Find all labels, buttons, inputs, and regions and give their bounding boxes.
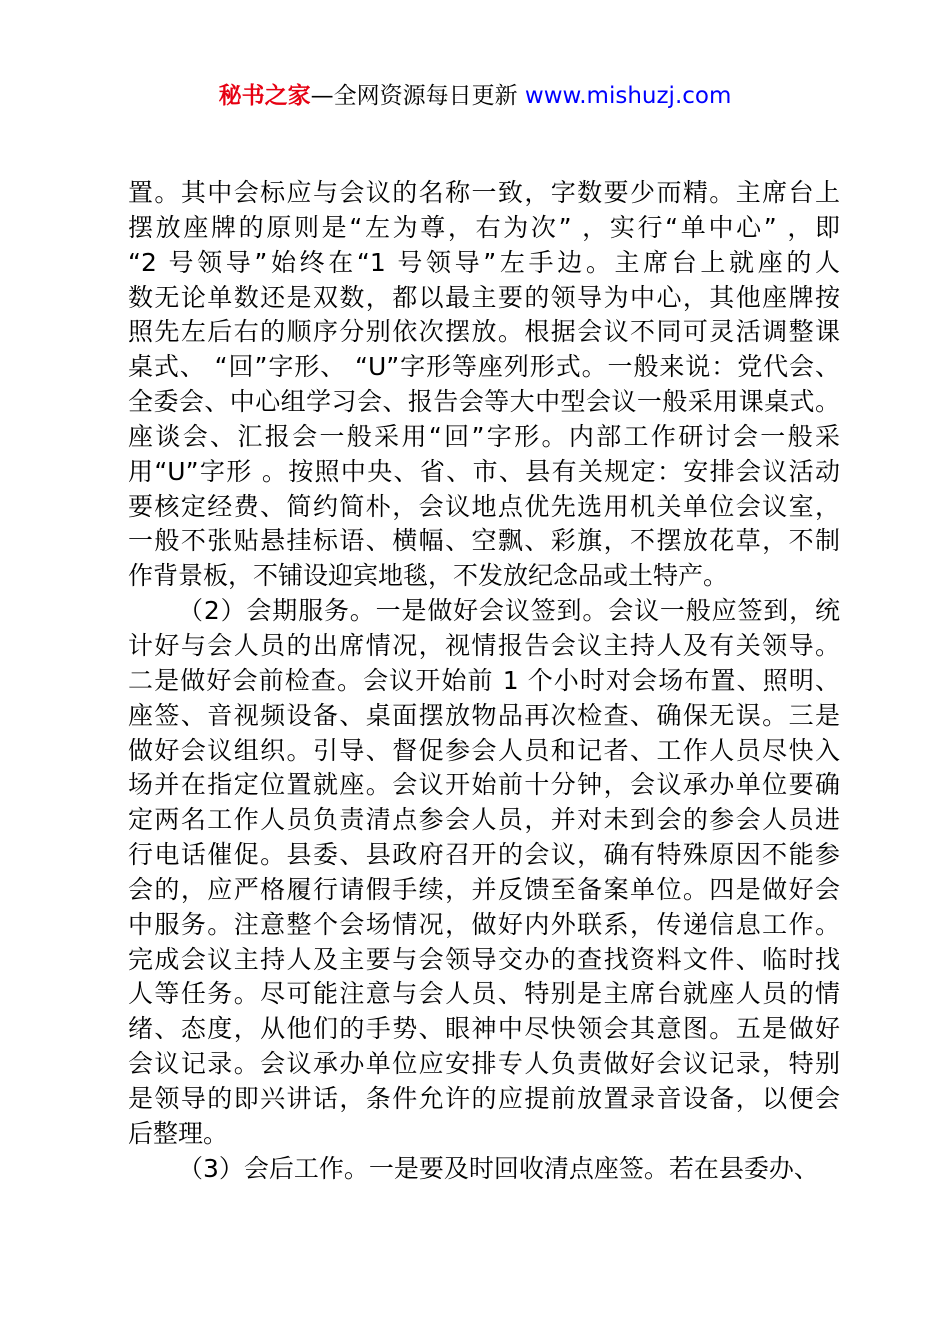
text-line: 置。其中会标应与会议的名称一致，字数要少而精。主席台上 xyxy=(128,178,840,207)
site-brand: 秘书之家 xyxy=(218,83,311,109)
text-line: 座签、音视频设备、桌面摆放物品再次检查、确保无误。三是 xyxy=(128,700,840,730)
text-line: 作背景板，不铺设迎宾地毯，不发放纪念品或土特产。 xyxy=(128,561,729,591)
text-line: 二是做好会前检查。会议开始前 1 个小时对会场布置、照明、 xyxy=(128,665,840,695)
site-url-link[interactable]: www.mishuzj.com xyxy=(524,83,732,109)
site-tagline: —全网资源每日更新 xyxy=(310,83,525,109)
paragraph-seating xyxy=(128,176,840,594)
text-line: 数无论单数还是双数，都以最主要的领导为中心，其他座牌按 xyxy=(128,282,840,312)
text-line: 计好与会人员的出席情况，视情报告会议主持人及有关领导。 xyxy=(128,630,840,660)
text-line: 绪、态度，从他们的手势、眼神中尽快领会其意图。五是做好 xyxy=(128,1014,840,1044)
text-line: 中服务。注意整个会场情况，做好内外联系，传递信息工作。 xyxy=(128,909,840,939)
text-line: （2）会期服务。一是做好会议签到。会议一般应签到，统 xyxy=(178,596,840,626)
text-line: （3）会后工作。一是要及时回收清点座签。若在县委办、 xyxy=(178,1153,819,1183)
text-line: 定两名工作人员负责清点参会人员，并对未到会的参会人员进 xyxy=(128,805,840,835)
text-line: 要核定经费、简约简朴，会议地点优先选用机关单位会议室， xyxy=(128,491,840,521)
text-line: 用“U”字形 。按照中央、省、市、县有关规定：安排会议活动 xyxy=(128,456,840,486)
text-line: 照先左后右的顺序分别依次摆放。根据会议不同可灵活调整课 xyxy=(128,317,840,347)
page-header xyxy=(0,80,950,112)
text-line: 一般不张贴悬挂标语、横幅、空飘、彩旗，不摆放花草，不制 xyxy=(128,526,840,556)
text-line: 会的，应严格履行请假手续，并反馈至备案单位。四是做好会 xyxy=(128,874,840,904)
text-line: 座谈会、汇报会一般采用“回”字形。内部工作研讨会一般采 xyxy=(128,421,840,451)
text-line: 场并在指定位置就座。会议开始前十分钟，会议承办单位要确 xyxy=(128,770,840,800)
text-line: 完成会议主持人及主要与会领导交办的查找资料文件、临时找 xyxy=(128,944,840,974)
text-line: 摆放座牌的原则是“左为尊，右为次” ，实行“单中心” ，即 xyxy=(128,212,840,242)
text-line: 后整理。 xyxy=(128,1118,229,1148)
paragraph-post-meeting xyxy=(128,1152,840,1187)
text-line: 全委会、中心组学习会、报告会等大中型会议一般采用课桌式。 xyxy=(128,387,840,417)
text-line: 做好会议组织。引导、督促参会人员和记者、工作人员尽快入 xyxy=(128,735,840,765)
text-line: “2 号领导”始终在“1 号领导”左手边。主席台上就座的人 xyxy=(128,247,840,277)
text-line: 会议记录。会议承办单位应安排专人负责做好会议记录，特别 xyxy=(128,1049,840,1079)
text-line: 桌式、 “回”字形、 “U”字形等座列形式。一般来说：党代会、 xyxy=(128,352,840,382)
text-line: 行电话催促。县委、县政府召开的会议，确有特殊原因不能参 xyxy=(128,840,840,870)
text-line: 是领导的即兴讲话，条件允许的应提前放置录音设备，以便会 xyxy=(128,1083,840,1113)
text-line: 人等任务。尽可能注意与会人员、特别是主席台就座人员的情 xyxy=(128,979,840,1009)
paragraph-meeting-service xyxy=(128,594,840,1152)
document-body xyxy=(128,176,840,1186)
